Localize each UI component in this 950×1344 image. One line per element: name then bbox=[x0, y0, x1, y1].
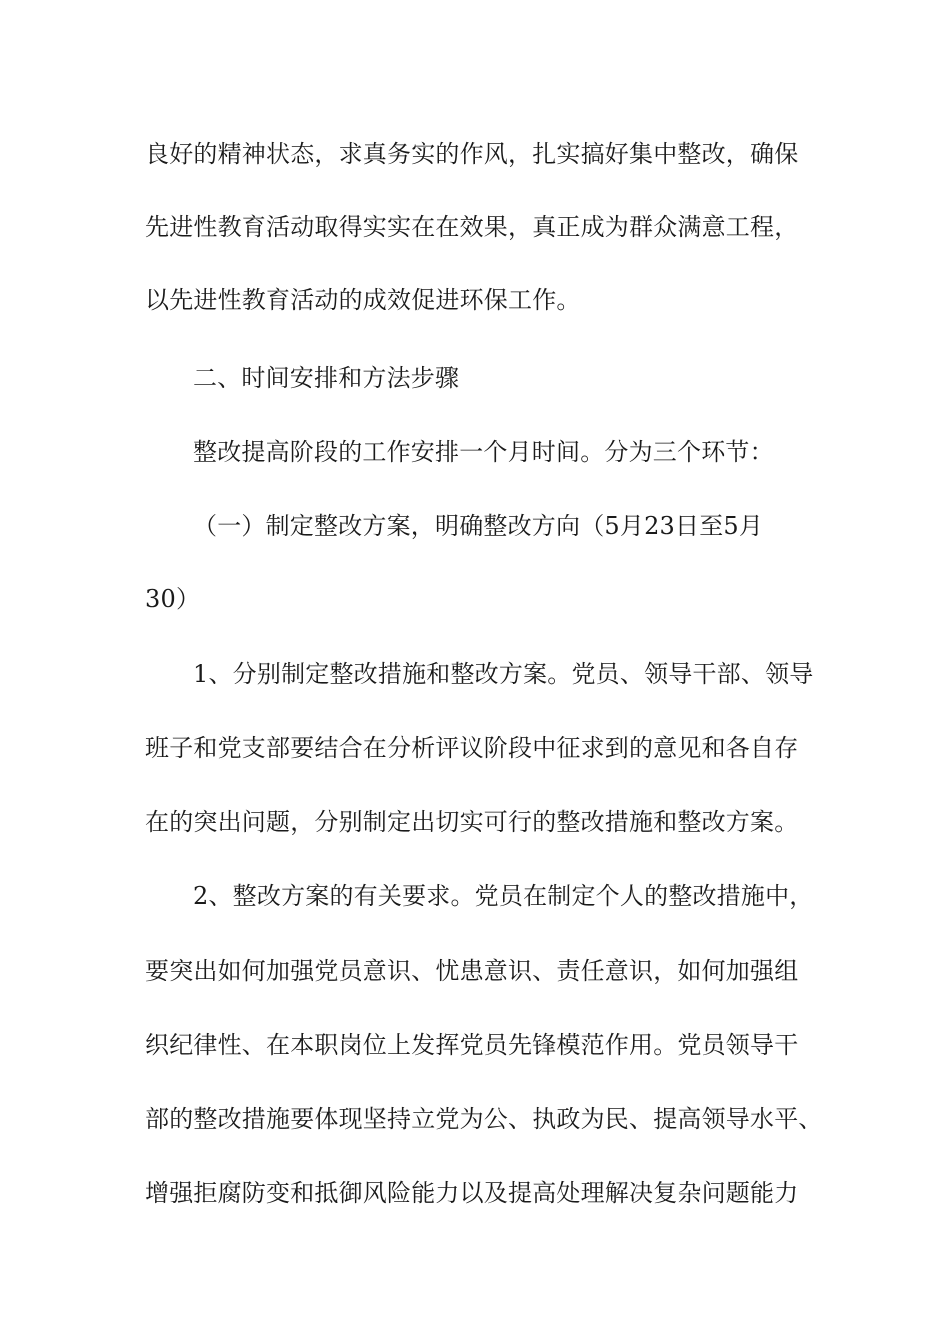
text-line: 部的整改措施要体现坚持立党为公、执政为民、提高领导水平、 bbox=[145, 1105, 823, 1133]
text-line: 30） bbox=[145, 585, 201, 613]
text-line: 2、整改方案的有关要求。党员在制定个人的整改措施中， bbox=[193, 882, 814, 910]
text-line: 在的突出问题，分别制定出切实可行的整改措施和整改方案。 bbox=[145, 808, 799, 836]
text-line: 先进性教育活动取得实实在在效果，真正成为群众满意工程， bbox=[145, 213, 799, 241]
text-line: 整改提高阶段的工作安排一个月时间。分为三个环节： bbox=[193, 438, 774, 466]
text-line: 织纪律性、在本职岗位上发挥党员先锋模范作用。党员领导干 bbox=[145, 1031, 799, 1059]
text-line: 要突出如何加强党员意识、忧患意识、责任意识，如何加强组 bbox=[145, 957, 799, 985]
text-line: 良好的精神状态，求真务实的作风，扎实搞好集中整改，确保 bbox=[145, 140, 799, 168]
text-line: 增强拒腐防变和抵御风险能力以及提高处理解决复杂问题能力 bbox=[145, 1179, 799, 1207]
text-line: 班子和党支部要结合在分析评议阶段中征求到的意见和各自存 bbox=[145, 734, 799, 762]
subsection-heading: （一）制定整改方案，明确整改方向（5月23日至5月 bbox=[193, 512, 764, 540]
section-heading: 二、时间安排和方法步骤 bbox=[193, 364, 460, 392]
text-line: 1、分别制定整改措施和整改方案。党员、领导干部、领导 bbox=[193, 660, 814, 688]
text-line: 以先进性教育活动的成效促进环保工作。 bbox=[145, 286, 581, 314]
